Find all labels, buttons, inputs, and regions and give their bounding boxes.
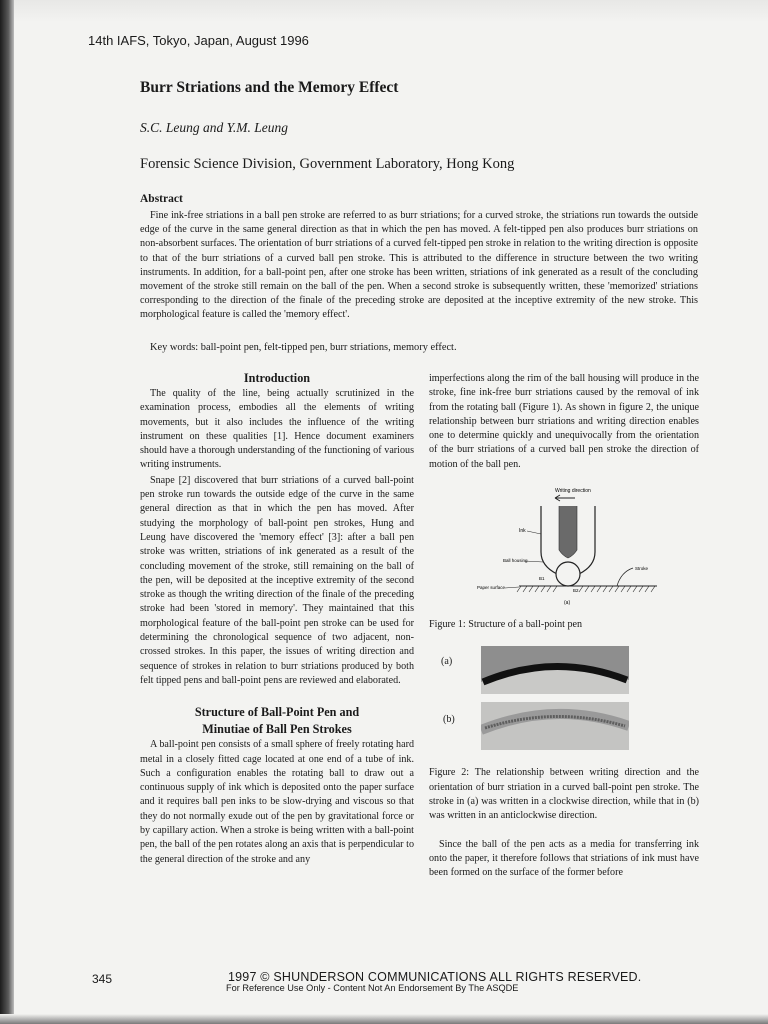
- fig1-ink-column: [559, 506, 577, 558]
- right-paragraph-1: imperfections along the rim of the ball housing will produce in the stroke, fine ink-free burr striations caused by the removal of ink from the rotating ball (Figure 1). As shown in figure 2, the unique relationship between burr striations and writing direction enables one to determine quickly and unequivocally from the orientation of the burr striations of a curved ball pen stroke the direction of motion of the ball pen.: [429, 373, 699, 470]
- structure-heading-line1: Structure of Ball-Point Pen and: [194, 705, 360, 720]
- fig2-label-b: (b): [443, 714, 455, 726]
- authors: S.C. Leung and Y.M. Leung: [140, 120, 289, 135]
- intro-paragraph-2: Snape [2] discovered that burr striations of a curved ball-point pen stroke run towards the outside edge of the curve in the same general direction as that in which the pen has moved. After studying the morphology of ball-point pen strokes, Hung and Leung have discovered the 'memory effect' [3]: after a ball pen stroke was written, striations of ink generated as a result of the concluding movement of the stroke, still remaining on the ball of the pen, will be deposited at the inceptive extremity of the second stroke as though the writing direction of the finale of the preceding stroke had been 'stored in memory'. They maintained that this morphological feature of the ball-point pen stroke can be used for determining the chronological sequence of two adjacent, non-crossed strokes. In this paper, the issues of writing direction and sequence of strokes in relation to burr striations produced by both felt tipped pens and ball-point pens are reviewed and elaborated.: [140, 474, 414, 686]
- figure-1-ballpoint-diagram: [471, 482, 661, 612]
- paper-title: Burr Striations and the Memory Effect: [140, 79, 399, 96]
- fig1-b2-label: B2: [573, 588, 579, 594]
- fig1-sublabel: (a): [564, 600, 571, 607]
- copyright-notice: 1997 © SHUNDERSON COMMUNICATIONS ALL RIGHTS RESERVED.: [228, 970, 642, 984]
- fig1-paper-surface-label: Paper surface: [477, 585, 506, 591]
- figure-1-caption: Figure 1: Structure of a ball-point pen: [429, 619, 583, 631]
- introduction-heading: Introduction: [243, 371, 311, 385]
- abstract-body: Fine ink-free striations in a ball pen stroke are referred to as burr striations; for a curved stroke, the striations run towards the outside edge of the curve in the same general direction as that in which the pen has moved. A felt-tipped pen also produces burr striations on non-absorbent surfaces. The orientation of burr striations of a curved felt-tipped pen stroke in relation to the writing direction is opposite to that of the burr striations of a curved ball pen stroke. This is attributed to the difference in structure between the two writing instruments. In addition, for a ball-point pen, after one stroke has been written, striations of ink generated as a result of the concluding movement of the stroke still remain on the ball of the pen. When a second stroke is subsequently written, these 'memorized' striations corresponding to the direction of the finale of the preceding stroke are deposited at the inceptive extremity of the new stroke. This morphological feature is called the 'memory effect'.: [140, 210, 698, 321]
- page-number: 345: [92, 972, 113, 986]
- figure-2: [429, 646, 699, 758]
- fig1-stroke-label: Stroke: [635, 566, 649, 572]
- abstract-heading: Abstract: [140, 193, 183, 205]
- intro-paragraph-1: The quality of the line, being actually scrutinized in the examination process, embodies all the elements of writing movements, but it also includes the influence of the writing instrument on these qualities [1]. Hence document examiners should have a thorough understanding of the functioning of various writing instruments.: [140, 388, 414, 471]
- fig1-ball: [556, 562, 580, 586]
- affiliation: Forensic Science Division, Government Laboratory, Hong Kong: [140, 156, 515, 172]
- fig1-direction-arrow: [555, 495, 575, 501]
- fig1-writing-direction-label: Writing direction: [555, 488, 591, 495]
- fig2-stroke-b: [481, 702, 629, 750]
- fig2-label-a: (a): [441, 656, 453, 668]
- scan-edge-top: [0, 0, 768, 22]
- disclaimer: For Reference Use Only - Content Not An Endorsement By The ASQDE: [226, 983, 519, 993]
- conference-header: 14th IAFS, Tokyo, Japan, August 1996: [88, 33, 309, 48]
- left-column: [140, 370, 414, 867]
- right-paragraph-2: Since the ball of the pen acts as a media for transferring ink onto the paper, it therefore follows that striations of ink must have been formed on the surface of the former before: [429, 838, 699, 879]
- fig1-b1-label: B1: [539, 576, 545, 582]
- keywords: Key words: ball-point pen, felt-tipped pen, burr striations, memory effect.: [150, 342, 457, 353]
- fig1-ball-housing-label: Ball housing: [503, 558, 528, 564]
- scan-edge-bottom: [0, 1014, 768, 1024]
- structure-heading-line2: Minutiae of Ball Pen Strokes: [202, 722, 352, 737]
- scan-edge-left: [0, 0, 14, 1024]
- fig1-ink-label: Ink: [519, 528, 526, 535]
- fig2-stroke-a: [481, 646, 629, 694]
- fig1-paper-hatching: [517, 586, 655, 592]
- figure-2-caption: Figure 2: The relationship between writing direction and the orientation of burr striation in a curved ball-point pen stroke. The stroke in (a) was written in a clockwise direction, while that in (b) was written in an anticlockwise direction.: [429, 767, 699, 822]
- structure-paragraph-1: A ball-point pen consists of a small sphere of freely rotating hard metal in a closely fitted cage located at one end of a tube of ink. Such a configuration enables the rotating ball to draw out a continuous supply of ink which is deposited onto the paper surface and it requires ball pen inks to be slow-drying and viscous so that they do not normally exude out of the pen by gravitational force or by capillary action. When a stroke is being written with a ball-point pen, the ball of the pen rotates along an axis that is perpendicular to the general direction of the stroke and any: [140, 739, 414, 865]
- right-column: [429, 372, 699, 880]
